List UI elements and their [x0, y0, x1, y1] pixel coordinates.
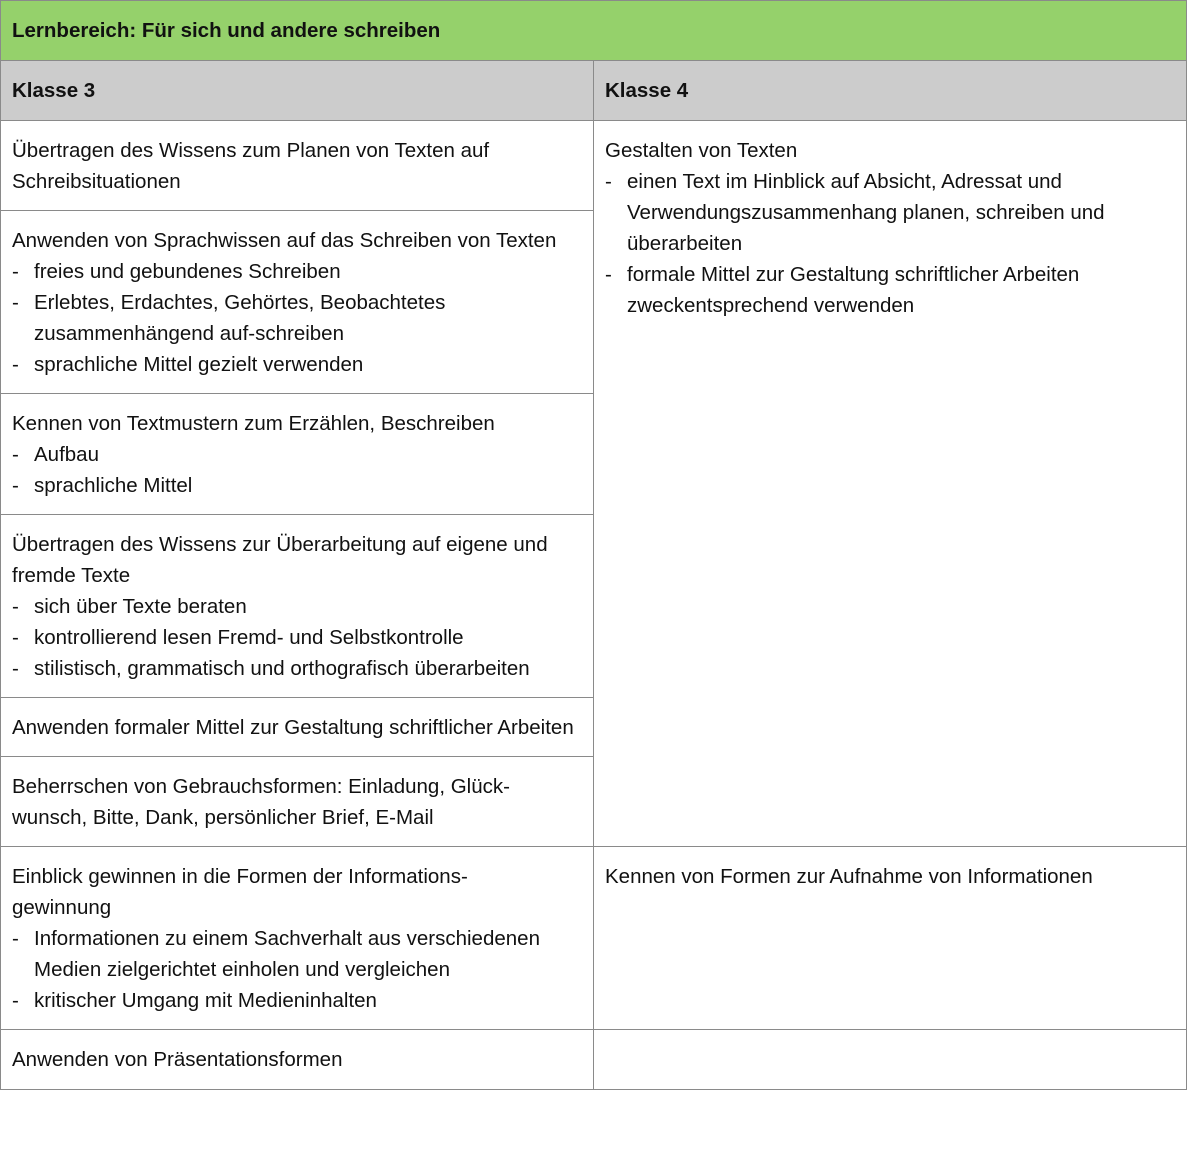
left-cell	[1, 121, 594, 211]
bullet-list	[12, 439, 582, 501]
cell-heading: Anwenden formaler Mittel zur Gestaltung schriftlicher Arbeiten	[12, 716, 574, 739]
table-row	[1, 847, 1187, 1030]
left-cell	[1, 698, 594, 757]
right-cell	[594, 847, 1187, 1030]
cell-heading: Anwenden von Sprachwissen auf das Schreiben von Texten	[12, 229, 557, 252]
table-row	[1, 121, 1187, 211]
cell-heading: Kennen von Formen zur Aufnahme von Informationen	[605, 865, 1093, 888]
right-cell-empty	[594, 1030, 1187, 1090]
col-header-klasse-3: Klasse 3	[1, 61, 594, 121]
left-cell	[1, 1030, 594, 1090]
list-item: - formale Mittel zur Gestaltung schriftlicher Arbeiten zweckentsprechend verwenden	[605, 259, 1175, 321]
bullet-list	[605, 166, 1175, 321]
area-title: Lernbereich: Für sich und andere schreiben	[1, 1, 1187, 61]
list-item: - freies und gebundenes Schreiben	[12, 256, 582, 287]
cell-heading	[605, 1044, 1175, 1076]
cell-heading: Beherrschen von Gebrauchsformen: Einladung, Glück- wunsch, Bitte, Dank, persönlicher Brief, E-Mail	[12, 775, 510, 829]
area-row	[1, 1, 1187, 61]
bullet-list	[12, 256, 582, 380]
list-item: - kontrollierend lesen Fremd- und Selbstkontrolle	[12, 622, 582, 653]
list-item: - einen Text im Hinblick auf Absicht, Adressat und Verwendungszusammenhang planen, schreiben und überarbeiten	[605, 166, 1175, 259]
left-cell	[1, 757, 594, 847]
cell-heading: Übertragen des Wissens zur Überarbeitung auf eigene und fremde Texte	[12, 533, 548, 587]
list-item: - Informationen zu einem Sachverhalt aus verschiedenen Medien zielgerichtet einholen und vergleichen	[12, 923, 582, 985]
list-item: - sprachliche Mittel	[12, 470, 582, 501]
cell-heading: Übertragen des Wissens zum Planen von Texten auf Schreibsituationen	[12, 139, 490, 193]
cell-heading: Gestalten von Texten	[605, 139, 798, 162]
list-item: - sprachliche Mittel gezielt verwenden	[12, 349, 582, 380]
table-row	[1, 1030, 1187, 1090]
list-item: - Aufbau	[12, 439, 582, 470]
bullet-list	[12, 923, 582, 1016]
bullet-list	[12, 591, 582, 684]
list-item: - Erlebtes, Erdachtes, Gehörtes, Beobachtetes zusammenhängend auf-schreiben	[12, 287, 582, 349]
right-cell	[594, 121, 1187, 847]
left-cell	[1, 211, 594, 394]
left-cell	[1, 515, 594, 698]
header-row	[1, 61, 1187, 121]
list-item: - sich über Texte beraten	[12, 591, 582, 622]
left-cell	[1, 394, 594, 515]
cell-heading: Kennen von Textmustern zum Erzählen, Beschreiben	[12, 412, 495, 435]
cell-heading: Einblick gewinnen in die Formen der Informations- gewinnung	[12, 865, 468, 919]
cell-heading: Anwenden von Präsentationsformen	[12, 1048, 343, 1071]
list-item: - stilistisch, grammatisch und orthografisch überarbeiten	[12, 653, 582, 684]
left-cell	[1, 847, 594, 1030]
col-header-klasse-4: Klasse 4	[594, 61, 1187, 121]
list-item: - kritischer Umgang mit Medieninhalten	[12, 985, 582, 1016]
